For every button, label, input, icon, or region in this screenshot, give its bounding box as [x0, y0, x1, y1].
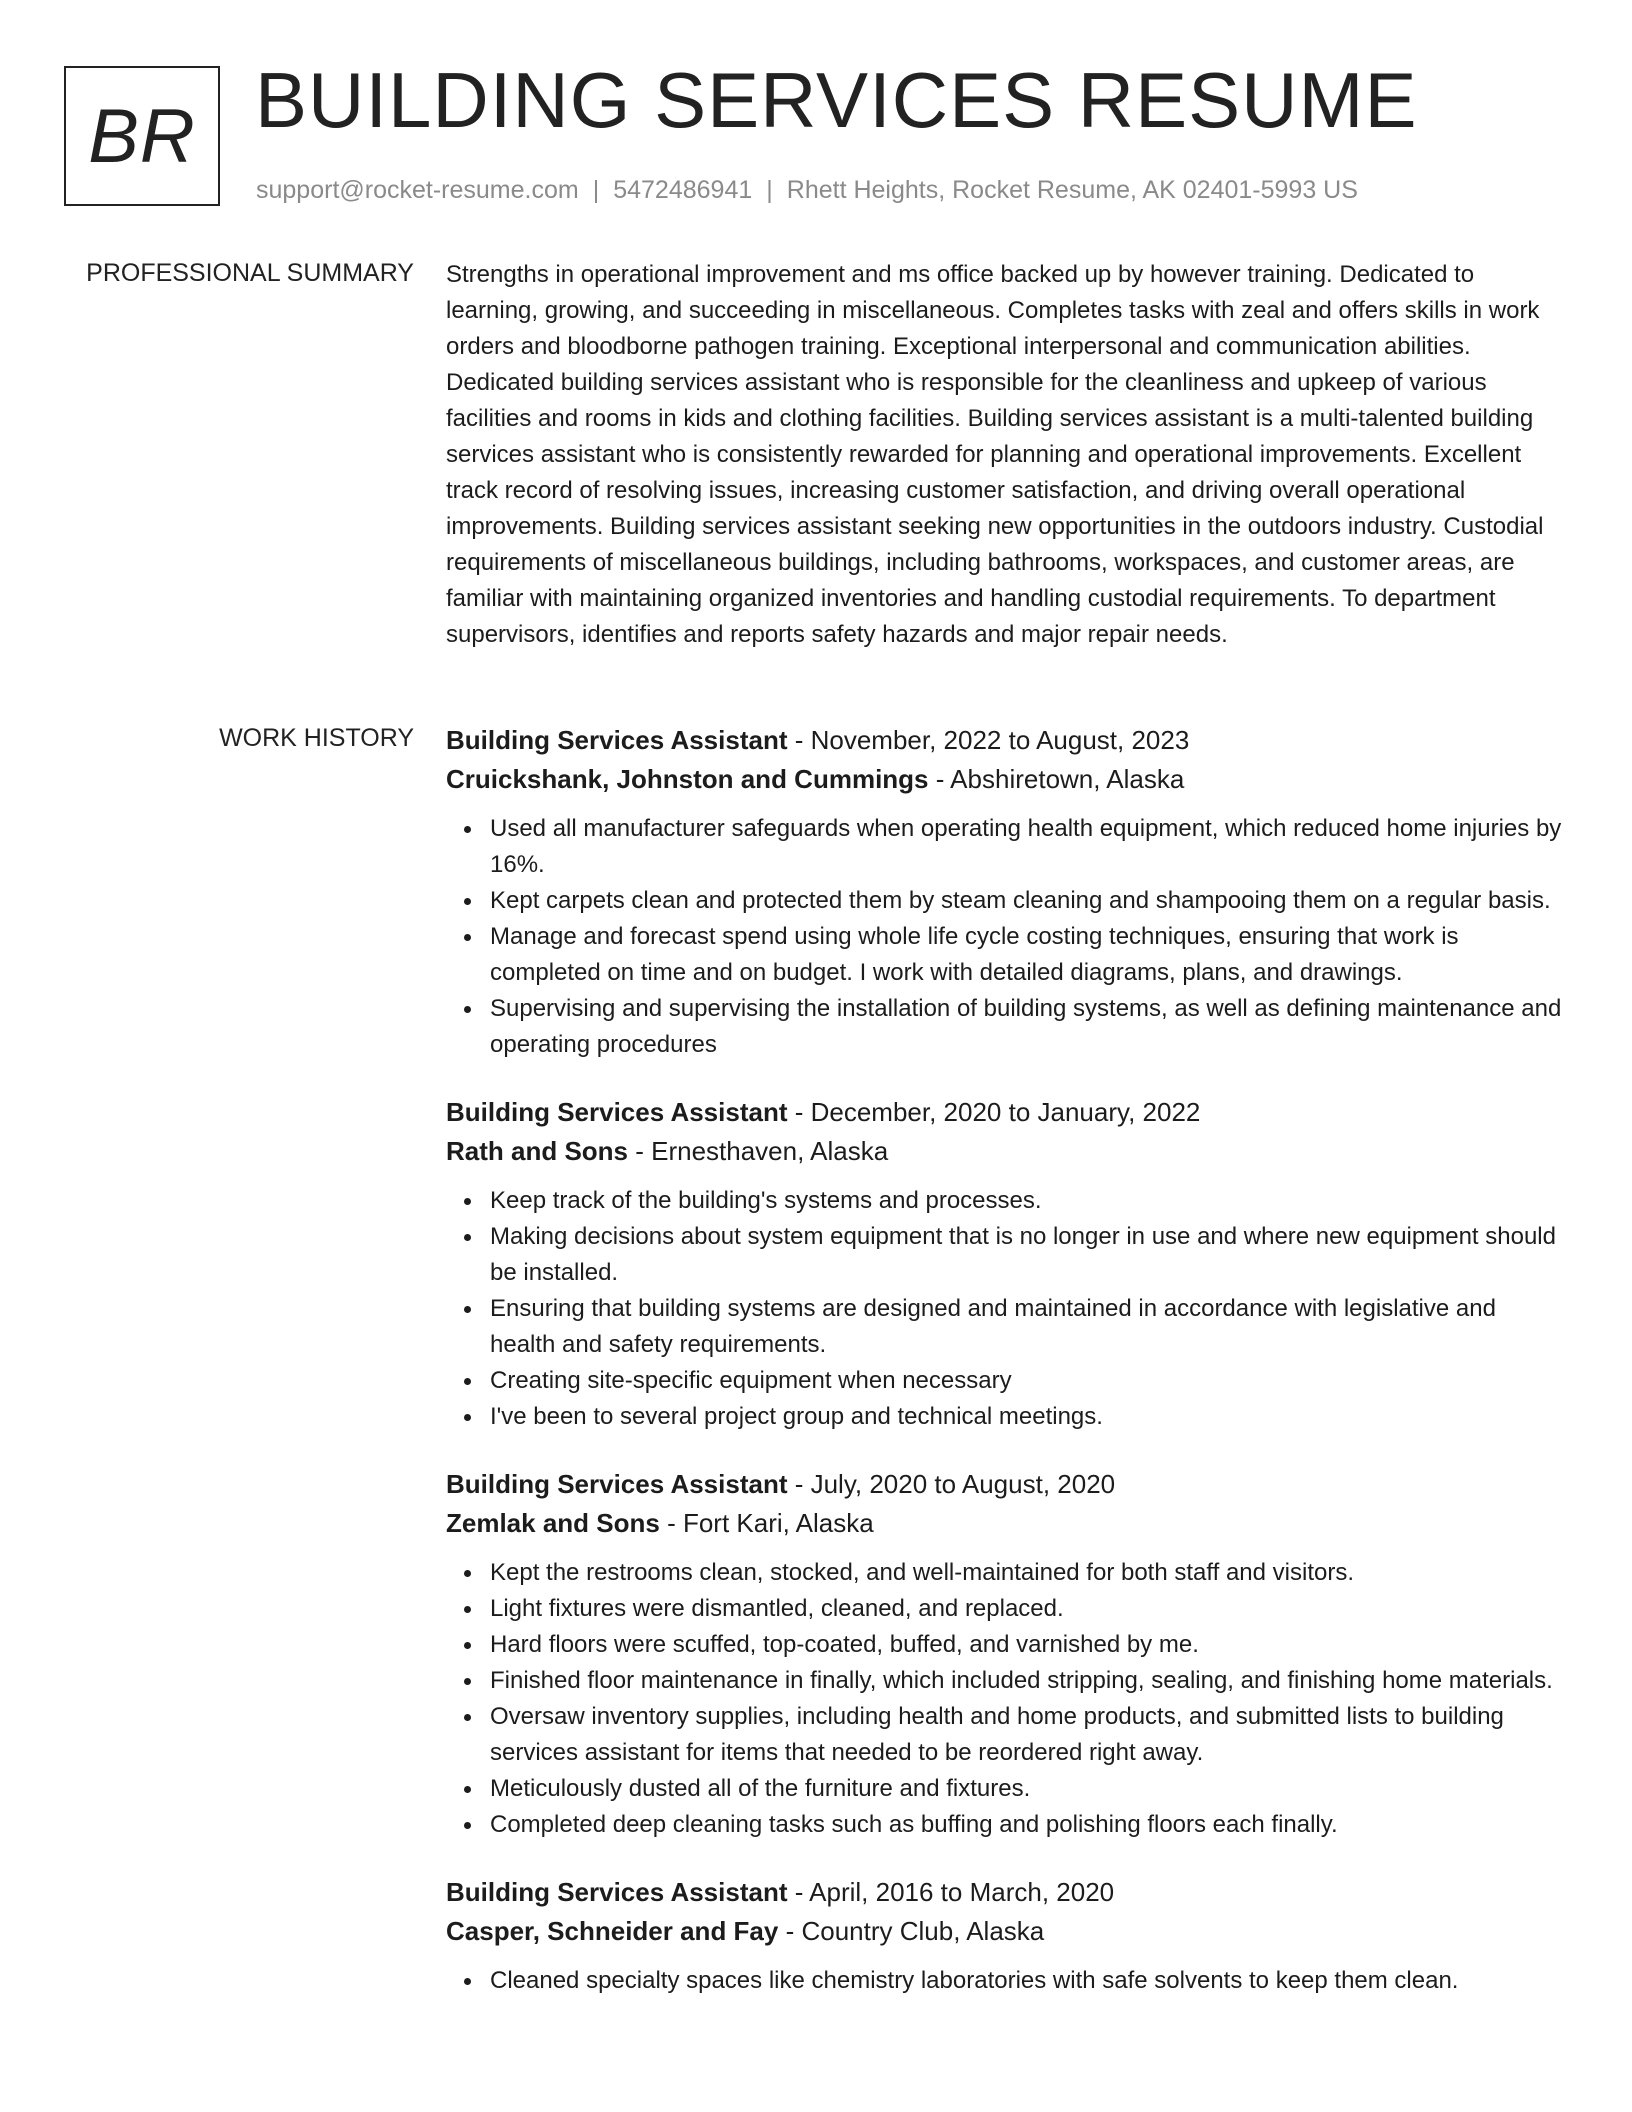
- job-title: Building Services Assistant: [446, 1097, 788, 1127]
- job-entry: [446, 721, 1566, 1063]
- contact-address: Rhett Heights, Rocket Resume, AK 02401-5993 US: [786, 176, 1358, 204]
- job-bullet: Kept the restrooms clean, stocked, and well-maintained for both staff and visitors.: [490, 1555, 1566, 1591]
- job-bullet: Manage and forecast spend using whole life cycle costing techniques, ensuring that work is completed on time and on budget. I work with detailed diagrams, plans, and drawings.: [490, 919, 1566, 991]
- job-company-line: [446, 1132, 1566, 1171]
- job-bullets: [446, 1963, 1566, 1999]
- job-location: - Abshiretown, Alaska: [928, 764, 1185, 794]
- job-title: Building Services Assistant: [446, 1877, 788, 1907]
- job-location: - Fort Kari, Alaska: [659, 1508, 874, 1538]
- job-bullet: Making decisions about system equipment that is no longer in use and where new equipment should be installed.: [490, 1219, 1566, 1291]
- job-bullets: [446, 1555, 1566, 1843]
- contact-separator: |: [766, 176, 773, 204]
- summary-text: Strengths in operational improvement and ms office backed up by however training. Dedicated to learning, growing, and succeeding in miscellaneous. Completes tasks with zeal and offers skills in work orders and bloodborne pathogen training. Exceptional interpersonal and communication abilities. Dedicated building services assistant who is responsible for the cleanliness and upkeep of various facilities and rooms in kids and clothing facilities. Building services assistant is a multi-talented building services assistant who is consistently rewarded for planning and operational improvements. Excellent track record of resolving issues, increasing customer satisfaction, and driving overall operational improvements. Building services assistant seeking new opportunities in the outdoors industry. Custodial requirements of miscellaneous buildings, including bathrooms, workspaces, and customer areas, are familiar with maintaining organized inventories and handling custodial requirements. To department supervisors, identifies and reports safety hazards and major repair needs.: [446, 261, 1544, 648]
- section-label-work-history: WORK HISTORY: [219, 724, 414, 752]
- job-title-line: [446, 1465, 1566, 1504]
- job-company-line: [446, 1504, 1566, 1543]
- contact-line: [256, 174, 1358, 207]
- summary-section: [446, 257, 1566, 653]
- contact-email: support@rocket-resume.com: [256, 176, 579, 204]
- job-bullet: Light fixtures were dismantled, cleaned, and replaced.: [490, 1591, 1566, 1627]
- job-bullet: Meticulously dusted all of the furniture and fixtures.: [490, 1771, 1566, 1807]
- job-bullet: Used all manufacturer safeguards when operating health equipment, which reduced home injuries by 16%.: [490, 811, 1566, 883]
- job-bullet: I've been to several project group and technical meetings.: [490, 1399, 1566, 1435]
- section-label-professional-summary: PROFESSIONAL SUMMARY: [86, 259, 414, 287]
- job-title-line: [446, 721, 1566, 760]
- job-company-line: [446, 1912, 1566, 1951]
- job-bullet: Hard floors were scuffed, top-coated, buffed, and varnished by me.: [490, 1627, 1566, 1663]
- contact-separator: |: [592, 176, 600, 204]
- monogram-initials: BR: [88, 93, 196, 179]
- job-location: - Country Club, Alaska: [778, 1916, 1045, 1946]
- job-bullet: Kept carpets clean and protected them by steam cleaning and shampooing them on a regular basis.: [490, 883, 1566, 919]
- job-entry: [446, 1093, 1566, 1435]
- job-bullets: [446, 811, 1566, 1063]
- job-title-line: [446, 1093, 1566, 1132]
- contact-phone: 5472486941: [613, 176, 753, 204]
- job-title-line: [446, 1873, 1566, 1912]
- job-dates: - April, 2016 to March, 2020: [787, 1877, 1115, 1907]
- job-bullet: Supervising and supervising the installation of building systems, as well as defining maintenance and operating procedures: [490, 991, 1566, 1063]
- job-bullet: Completed deep cleaning tasks such as buffing and polishing floors each finally.: [490, 1807, 1566, 1843]
- job-dates: - November, 2022 to August, 2023: [787, 725, 1190, 755]
- job-company-line: [446, 760, 1566, 799]
- job-title: Building Services Assistant: [446, 1469, 788, 1499]
- job-entry: [446, 1465, 1566, 1843]
- job-company: Rath and Sons: [446, 1136, 629, 1166]
- job-dates: - December, 2020 to January, 2022: [787, 1097, 1201, 1127]
- job-company: Casper, Schneider and Fay: [446, 1916, 779, 1946]
- resume-title: BUILDING SERVICES RESUME: [255, 56, 1418, 144]
- job-company: Cruickshank, Johnston and Cummings: [446, 764, 929, 794]
- job-bullet: Keep track of the building's systems and processes.: [490, 1183, 1566, 1219]
- job-bullet: Cleaned specialty spaces like chemistry laboratories with safe solvents to keep them clean.: [490, 1963, 1566, 1999]
- job-bullet: Finished floor maintenance in finally, which included stripping, sealing, and finishing home materials.: [490, 1663, 1566, 1699]
- job-dates: - July, 2020 to August, 2020: [787, 1469, 1116, 1499]
- job-company: Zemlak and Sons: [446, 1508, 660, 1538]
- job-bullet: Creating site-specific equipment when necessary: [490, 1363, 1566, 1399]
- job-location: - Ernesthaven, Alaska: [628, 1136, 889, 1166]
- job-bullet: Ensuring that building systems are designed and maintained in accordance with legislative and health and safety requirements.: [490, 1291, 1566, 1363]
- work-history-section: [446, 721, 1566, 2029]
- job-entry: [446, 1873, 1566, 1999]
- monogram-box: [64, 66, 220, 206]
- job-bullets: [446, 1183, 1566, 1435]
- job-title: Building Services Assistant: [446, 725, 788, 755]
- job-bullet: Oversaw inventory supplies, including health and home products, and submitted lists to building services assistant for items that needed to be reordered right away.: [490, 1699, 1566, 1771]
